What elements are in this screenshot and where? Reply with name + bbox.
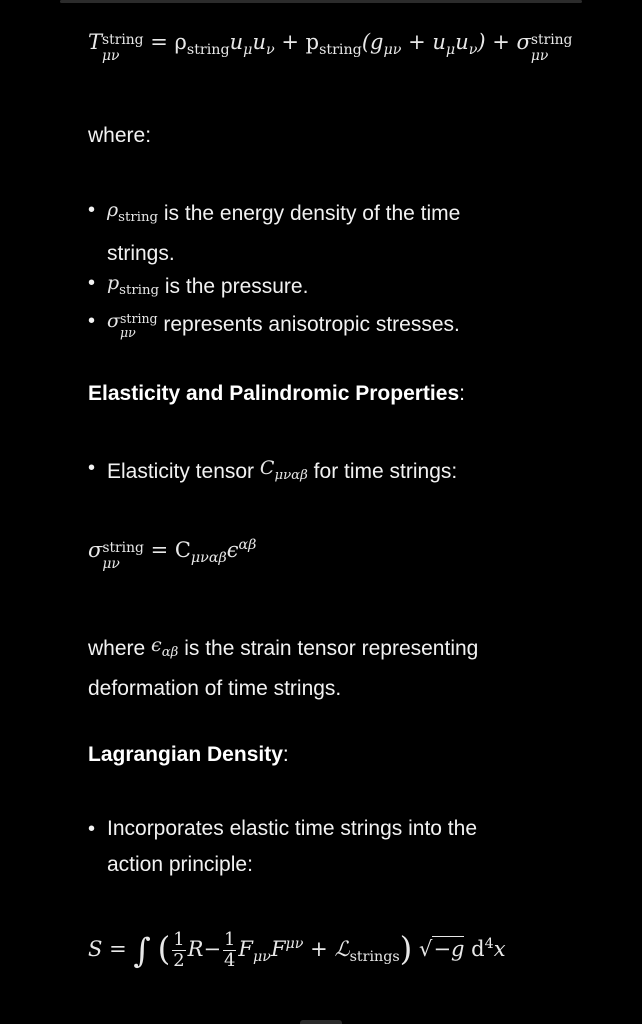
elasticity-bullet: • Elasticity tensor $C_{\mu\nu\alpha\beta}$ for time strings:	[88, 450, 588, 494]
elasticity-heading: Elasticity and Palindromic Properties:	[88, 382, 465, 405]
bullet-dot: •	[88, 457, 96, 479]
definition-rho: • $\rho_{string}$ is the energy density of the time strings.	[88, 192, 588, 272]
bullet-dot: •	[88, 199, 96, 221]
top-edge-bar	[60, 0, 582, 3]
bottom-edge-indicator	[300, 1020, 342, 1024]
strain-note: where $\epsilon_{\alpha\beta}$ is the strain tensor representing deformation of time strings.	[88, 634, 479, 700]
lagrangian-heading: Lagrangian Density:	[88, 743, 289, 766]
sigma-symbol: σ string μν	[107, 310, 158, 341]
rho-symbol: $\rho_{string}$	[107, 199, 159, 225]
action-equation: S = ∫ ( $\frac{1}{2}$ R− $\frac{1}{4}$ $F_{\mu\nu}F^{\mu\nu}$ + ℒ$_{strings}$) √−g $d^4x$	[88, 929, 506, 971]
lagrangian-bullet: • Incorporates elastic time strings into the action principle:	[88, 811, 588, 883]
integral-sign: ∫	[133, 931, 151, 970]
strain-symbol: $\epsilon_{\alpha\beta}$	[151, 634, 179, 660]
where-label: where:	[88, 124, 152, 147]
bullet-dot: •	[88, 272, 96, 294]
half-fraction: $\frac{1}{2}$	[173, 929, 185, 971]
bullet-dot: •	[88, 818, 96, 840]
bullet-dot: •	[88, 310, 96, 332]
elasticity-tensor-symbol: $C_{\mu\nu\alpha\beta}$	[259, 457, 308, 483]
elasticity-equation: σ string μν = $C_{\mu\nu\alpha\beta}\epsilon^{\alpha\beta}$	[88, 537, 257, 573]
p-symbol: $p_{string}$	[107, 272, 160, 298]
definition-pressure: • $p_{string}$ is the pressure.	[88, 265, 588, 309]
quarter-fraction: $\frac{1}{4}$	[224, 929, 236, 971]
definition-sigma: • σ string μν represents anisotropic stresses.	[88, 303, 588, 343]
stress-energy-equation: T string μν = $\rho_{string}u_\mu u_\nu + p_{string}(g_{\mu\nu} + u_\mu u_\nu) + \sigma$ string μν	[88, 30, 573, 65]
